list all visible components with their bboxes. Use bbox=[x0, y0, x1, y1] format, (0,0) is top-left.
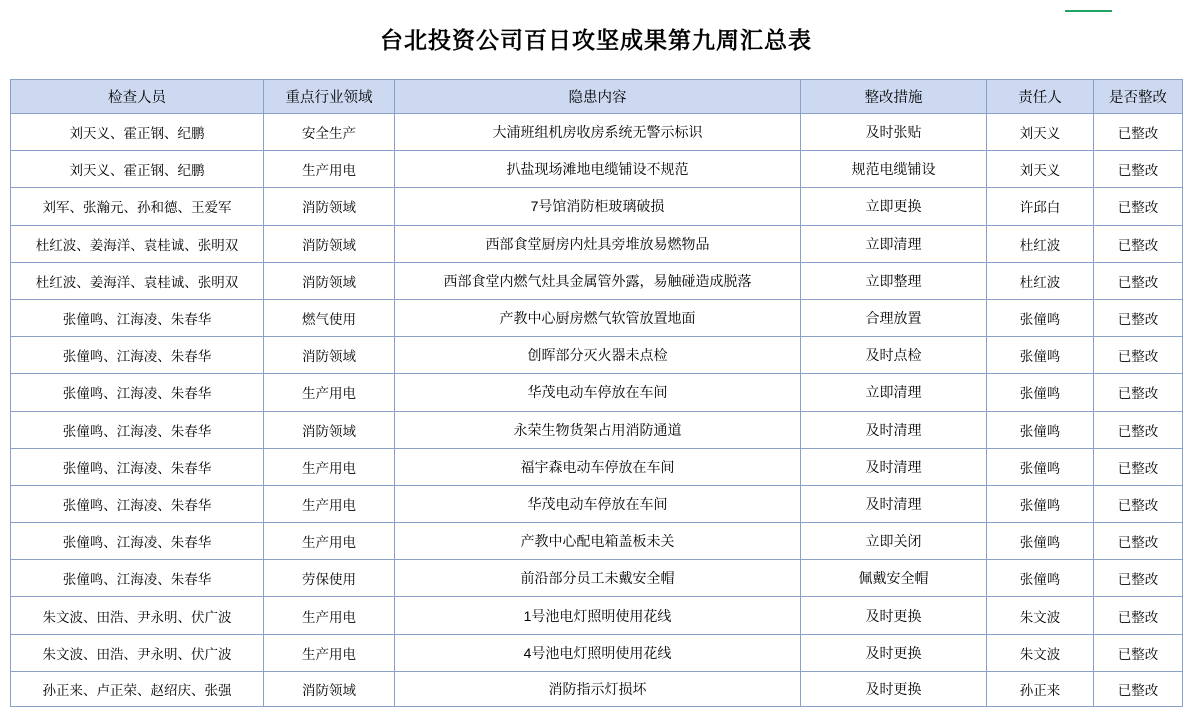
table-row[interactable] bbox=[11, 337, 1183, 374]
cell-corrective-measure: 立即关闭 bbox=[801, 523, 987, 560]
cell-corrective-measure: 及时更换 bbox=[801, 634, 987, 671]
cell-hazard-content: 华茂电动车停放在车间 bbox=[395, 374, 801, 411]
top-cell-right bbox=[1112, 0, 1192, 10]
cell-inspectors: 刘军、张瀚元、孙和德、王爱军 bbox=[11, 188, 264, 225]
table-row[interactable] bbox=[11, 374, 1183, 411]
table-header bbox=[11, 80, 1183, 114]
cell-responsible-person: 张僮鸣 bbox=[987, 523, 1094, 560]
summary-table-container bbox=[10, 79, 1182, 707]
cell-corrective-measure: 及时清理 bbox=[801, 411, 987, 448]
cell-hazard-content: 前沿部分员工未戴安全帽 bbox=[395, 560, 801, 597]
cell-rectified: 已整改 bbox=[1094, 448, 1183, 485]
cell-rectified: 已整改 bbox=[1094, 597, 1183, 634]
cell-hazard-content: 消防指示灯损坏 bbox=[395, 671, 801, 706]
cell-industry-field: 消防领域 bbox=[264, 188, 395, 225]
cell-corrective-measure: 合理放置 bbox=[801, 299, 987, 336]
cell-rectified: 已整改 bbox=[1094, 485, 1183, 522]
cell-industry-field: 劳保使用 bbox=[264, 560, 395, 597]
table-row[interactable] bbox=[11, 485, 1183, 522]
cell-responsible-person: 朱文波 bbox=[987, 597, 1094, 634]
cell-industry-field: 生产用电 bbox=[264, 597, 395, 634]
table-body bbox=[11, 114, 1183, 707]
cell-inspectors: 张僮鸣、江海凌、朱春华 bbox=[11, 485, 264, 522]
cell-hazard-content: 1号池电灯照明使用花线 bbox=[395, 597, 801, 634]
cell-inspectors: 刘天义、霍正钢、纪鹏 bbox=[11, 151, 264, 188]
cell-corrective-measure: 规范电缆铺设 bbox=[801, 151, 987, 188]
cell-inspectors: 杜红波、姜海洋、袁桂诚、张明双 bbox=[11, 225, 264, 262]
top-cell-selected[interactable] bbox=[1065, 0, 1112, 12]
cell-corrective-measure: 及时清理 bbox=[801, 485, 987, 522]
cell-hazard-content: 福宇森电动车停放在车间 bbox=[395, 448, 801, 485]
cell-responsible-person: 张僮鸣 bbox=[987, 374, 1094, 411]
table-row[interactable] bbox=[11, 151, 1183, 188]
cell-hazard-content: 永荣生物货架占用消防通道 bbox=[395, 411, 801, 448]
table-row[interactable] bbox=[11, 225, 1183, 262]
cell-corrective-measure: 及时张贴 bbox=[801, 114, 987, 151]
cell-corrective-measure: 佩戴安全帽 bbox=[801, 560, 987, 597]
cell-rectified: 已整改 bbox=[1094, 262, 1183, 299]
column-header-inspectors: 检查人员 bbox=[11, 80, 264, 114]
column-header-hazard-content: 隐患内容 bbox=[395, 80, 801, 114]
cell-rectified: 已整改 bbox=[1094, 151, 1183, 188]
cell-corrective-measure: 及时点检 bbox=[801, 337, 987, 374]
cell-responsible-person: 张僮鸣 bbox=[987, 337, 1094, 374]
cell-corrective-measure: 及时更换 bbox=[801, 597, 987, 634]
cell-hazard-content: 7号馆消防柜玻璃破损 bbox=[395, 188, 801, 225]
cell-responsible-person: 刘天义 bbox=[987, 151, 1094, 188]
cell-rectified: 已整改 bbox=[1094, 225, 1183, 262]
cell-industry-field: 生产用电 bbox=[264, 634, 395, 671]
cell-inspectors: 张僮鸣、江海凌、朱春华 bbox=[11, 337, 264, 374]
table-row[interactable] bbox=[11, 523, 1183, 560]
cell-corrective-measure: 立即更换 bbox=[801, 188, 987, 225]
cell-rectified: 已整改 bbox=[1094, 411, 1183, 448]
top-cell-strip bbox=[0, 0, 1192, 11]
cell-hazard-content: 创晖部分灭火器未点检 bbox=[395, 337, 801, 374]
cell-inspectors: 张僮鸣、江海凌、朱春华 bbox=[11, 374, 264, 411]
cell-corrective-measure: 立即清理 bbox=[801, 225, 987, 262]
cell-industry-field: 生产用电 bbox=[264, 485, 395, 522]
cell-responsible-person: 张僮鸣 bbox=[987, 448, 1094, 485]
cell-inspectors: 张僮鸣、江海凌、朱春华 bbox=[11, 448, 264, 485]
table-row[interactable] bbox=[11, 262, 1183, 299]
cell-rectified: 已整改 bbox=[1094, 337, 1183, 374]
cell-responsible-person: 许邱白 bbox=[987, 188, 1094, 225]
cell-hazard-content: 产教中心配电箱盖板未关 bbox=[395, 523, 801, 560]
cell-inspectors: 张僮鸣、江海凌、朱春华 bbox=[11, 523, 264, 560]
cell-industry-field: 消防领域 bbox=[264, 411, 395, 448]
table-row[interactable] bbox=[11, 411, 1183, 448]
cell-responsible-person: 张僮鸣 bbox=[987, 411, 1094, 448]
cell-rectified: 已整改 bbox=[1094, 374, 1183, 411]
cell-rectified: 已整改 bbox=[1094, 114, 1183, 151]
table-row[interactable] bbox=[11, 560, 1183, 597]
cell-industry-field: 生产用电 bbox=[264, 523, 395, 560]
cell-inspectors: 朱文波、田浩、尹永明、伏广波 bbox=[11, 634, 264, 671]
cell-inspectors: 刘天义、霍正钢、纪鹏 bbox=[11, 114, 264, 151]
top-cell-left bbox=[1003, 0, 1066, 10]
table-row[interactable] bbox=[11, 671, 1183, 706]
cell-responsible-person: 孙正来 bbox=[987, 671, 1094, 706]
cell-industry-field: 生产用电 bbox=[264, 374, 395, 411]
cell-corrective-measure: 立即清理 bbox=[801, 374, 987, 411]
cell-responsible-person: 张僮鸣 bbox=[987, 560, 1094, 597]
cell-responsible-person: 朱文波 bbox=[987, 634, 1094, 671]
cell-industry-field: 消防领域 bbox=[264, 337, 395, 374]
cell-rectified: 已整改 bbox=[1094, 299, 1183, 336]
cell-rectified: 已整改 bbox=[1094, 634, 1183, 671]
table-row[interactable] bbox=[11, 597, 1183, 634]
column-header-corrective-measure: 整改措施 bbox=[801, 80, 987, 114]
column-header-responsible-person: 责任人 bbox=[987, 80, 1094, 114]
cell-industry-field: 消防领域 bbox=[264, 262, 395, 299]
cell-hazard-content: 扒盐现场滩地电缆铺设不规范 bbox=[395, 151, 801, 188]
cell-industry-field: 安全生产 bbox=[264, 114, 395, 151]
table-row[interactable] bbox=[11, 448, 1183, 485]
cell-rectified: 已整改 bbox=[1094, 523, 1183, 560]
cell-responsible-person: 刘天义 bbox=[987, 114, 1094, 151]
cell-responsible-person: 杜红波 bbox=[987, 262, 1094, 299]
column-header-industry-field: 重点行业领域 bbox=[264, 80, 395, 114]
cell-hazard-content: 产教中心厨房燃气软管放置地面 bbox=[395, 299, 801, 336]
page-title: 台北投资公司百日攻坚成果第九周汇总表 bbox=[380, 27, 812, 54]
cell-responsible-person: 杜红波 bbox=[987, 225, 1094, 262]
table-row[interactable] bbox=[11, 299, 1183, 336]
cell-inspectors: 张僮鸣、江海凌、朱春华 bbox=[11, 411, 264, 448]
cell-inspectors: 杜红波、姜海洋、袁桂诚、张明双 bbox=[11, 262, 264, 299]
cell-corrective-measure: 立即整理 bbox=[801, 262, 987, 299]
cell-industry-field: 消防领域 bbox=[264, 671, 395, 706]
cell-inspectors: 张僮鸣、江海凌、朱春华 bbox=[11, 560, 264, 597]
cell-rectified: 已整改 bbox=[1094, 188, 1183, 225]
cell-responsible-person: 张僮鸣 bbox=[987, 299, 1094, 336]
cell-rectified: 已整改 bbox=[1094, 671, 1183, 706]
cell-responsible-person: 张僮鸣 bbox=[987, 485, 1094, 522]
cell-industry-field: 燃气使用 bbox=[264, 299, 395, 336]
cell-inspectors: 孙正来、卢正荣、赵绍庆、张强 bbox=[11, 671, 264, 706]
cell-hazard-content: 大浦班组机房收房系统无警示标识 bbox=[395, 114, 801, 151]
cell-hazard-content: 西部食堂厨房内灶具旁堆放易燃物品 bbox=[395, 225, 801, 262]
cell-hazard-content: 西部食堂内燃气灶具金属管外露，易触碰造成脱落 bbox=[395, 262, 801, 299]
column-header-rectified: 是否整改 bbox=[1094, 80, 1183, 114]
cell-industry-field: 生产用电 bbox=[264, 151, 395, 188]
cell-inspectors: 张僮鸣、江海凌、朱春华 bbox=[11, 299, 264, 336]
cell-inspectors: 朱文波、田浩、尹永明、伏广波 bbox=[11, 597, 264, 634]
cell-corrective-measure: 及时清理 bbox=[801, 448, 987, 485]
cell-corrective-measure: 及时更换 bbox=[801, 671, 987, 706]
summary-table bbox=[10, 79, 1183, 707]
cell-industry-field: 消防领域 bbox=[264, 225, 395, 262]
table-row[interactable] bbox=[11, 188, 1183, 225]
cell-hazard-content: 华茂电动车停放在车间 bbox=[395, 485, 801, 522]
table-header-row bbox=[11, 80, 1183, 114]
table-row[interactable] bbox=[11, 114, 1183, 151]
cell-rectified: 已整改 bbox=[1094, 560, 1183, 597]
cell-hazard-content: 4号池电灯照明使用花线 bbox=[395, 634, 801, 671]
cell-industry-field: 生产用电 bbox=[264, 448, 395, 485]
